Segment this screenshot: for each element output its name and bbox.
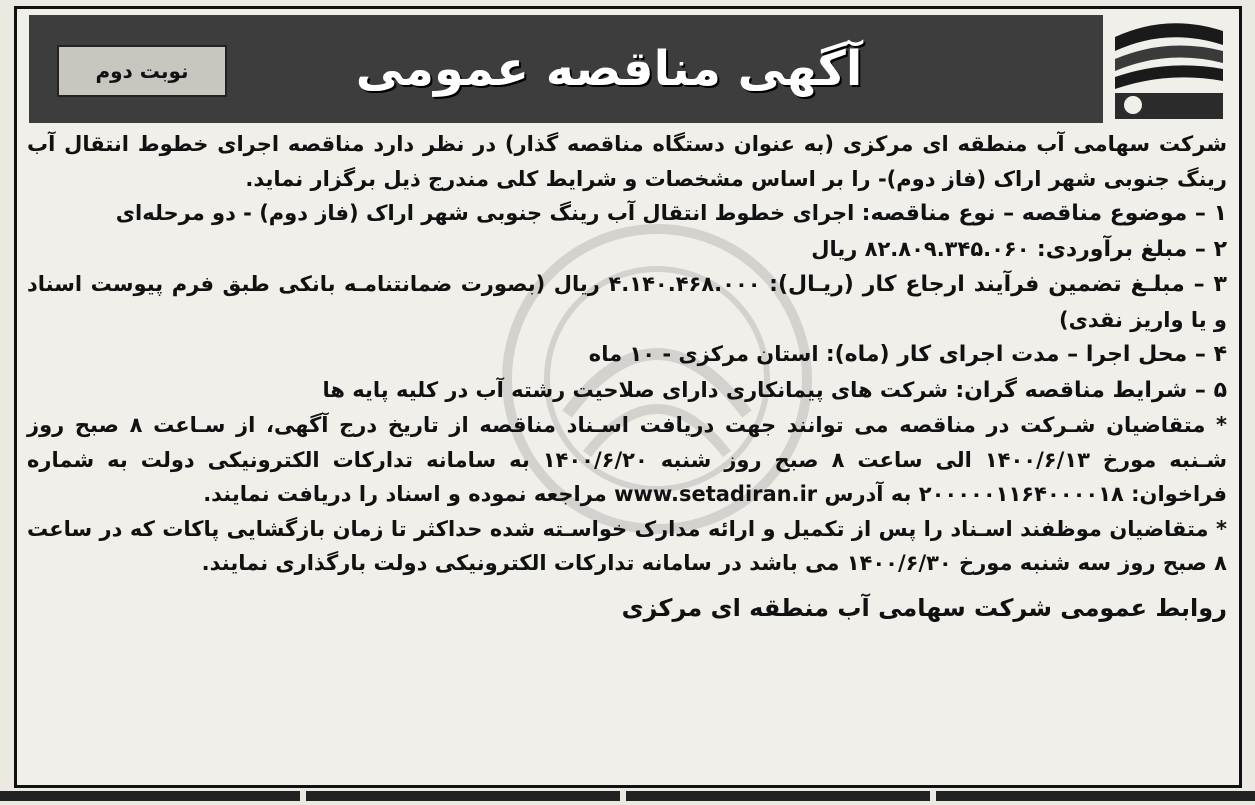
item-1-label: ۱ – موضوع مناقصه – نوع مناقصه: (861, 201, 1227, 226)
item-4-label: ۴ – محل اجرا – مدت اجرای کار (ماه): (825, 342, 1227, 367)
item-4-text: استان مرکزی - ۱۰ ماه (588, 342, 826, 366)
ad-header (17, 9, 1239, 125)
item-2 (27, 232, 1227, 268)
item-1 (27, 196, 1227, 232)
tender-advertisement (14, 6, 1242, 788)
ad-body (27, 127, 1227, 625)
note-documents-download: * متقاضیان شـرکت در مناقصه می توانند جهت دریافت اسـناد مناقصه از تاریخ درج آگهی، از سـاعت ۸ صبح روز شـنبه مورخ ۱۴۰۰/۶/۱۳ الی ساعت ۸ صبح روز شنبه ۱۴۰۰/۶/۲۰ به سامانه تدارکات الکترونیکی دولت به شماره فراخوان: ۲۰۰۰۰۰۱۱۶۴۰۰۰۰۱۸ به آدرس www.setadiran.ir مراجعه نموده و اسناد را دریافت نمایند. (27, 413, 1227, 506)
page-bottom-rule (0, 788, 1255, 805)
intro-paragraph: شرکت سهامی آب منطقه ای مرکزی (به عنوان دستگاه مناقصه گذار) در نظر دارد مناقصه اجرای خطوط انتقال آب رینگ جنوبی شهر اراک (فاز دوم)- را بر اساس مشخصات و شرایط کلی مندرج ذیل برگزار نماید. (27, 132, 1227, 191)
round-badge: نوبت دوم (57, 45, 227, 97)
item-3-text: ۴.۱۴۰.۴۶۸.۰۰۰ ریال (بصورت ضمانتنامـه بانکی طبق فرم پیوست اسناد و یا واریز نقدی) (27, 272, 1227, 332)
item-2-text: ۸۲.۸۰۹.۳۴۵.۰۶۰ ریال (811, 236, 1037, 261)
title-banner (29, 15, 1103, 123)
item-2-label: ۲ – مبلغ برآوردی: (1036, 236, 1227, 262)
ad-title: آگهی مناقصه عمومی (355, 41, 863, 97)
item-5 (27, 373, 1227, 409)
public-relations-footer: روابط عمومی شرکت سهامی آب منطقه ای مرکزی (621, 593, 1227, 622)
note-documents-upload: * متقاضیان موظفند اسـناد را پس از تکمیل و ارائه مدارک خواسـته شده حداکثر تا زمان بازگشایی پاکات که در ساعت ۸ صبح روز سه شنبه مورخ ۱۴۰۰/۶/۳۰ می باشد در سامانه تدارکات الکترونیکی دولت بارگذاری نمایند. (27, 516, 1227, 575)
item-3 (27, 267, 1227, 337)
item-5-label: ۵ – شرایط مناقصه گران: (955, 377, 1227, 403)
item-4 (27, 337, 1227, 373)
item-5-text: شرکت های پیمانکاری دارای صلاحیت رشته آب در کلیه پایه ها (322, 377, 956, 402)
item-3-label: ۳ – مبلـغ تضمین فرآیند ارجاع کار (ریـال): (769, 272, 1227, 297)
water-company-logo-icon (1107, 15, 1227, 123)
item-1-text: اجرای خطوط انتقال آب رینگ جنوبی شهر اراک (فاز دوم) - دو مرحله‌ای (115, 201, 862, 225)
